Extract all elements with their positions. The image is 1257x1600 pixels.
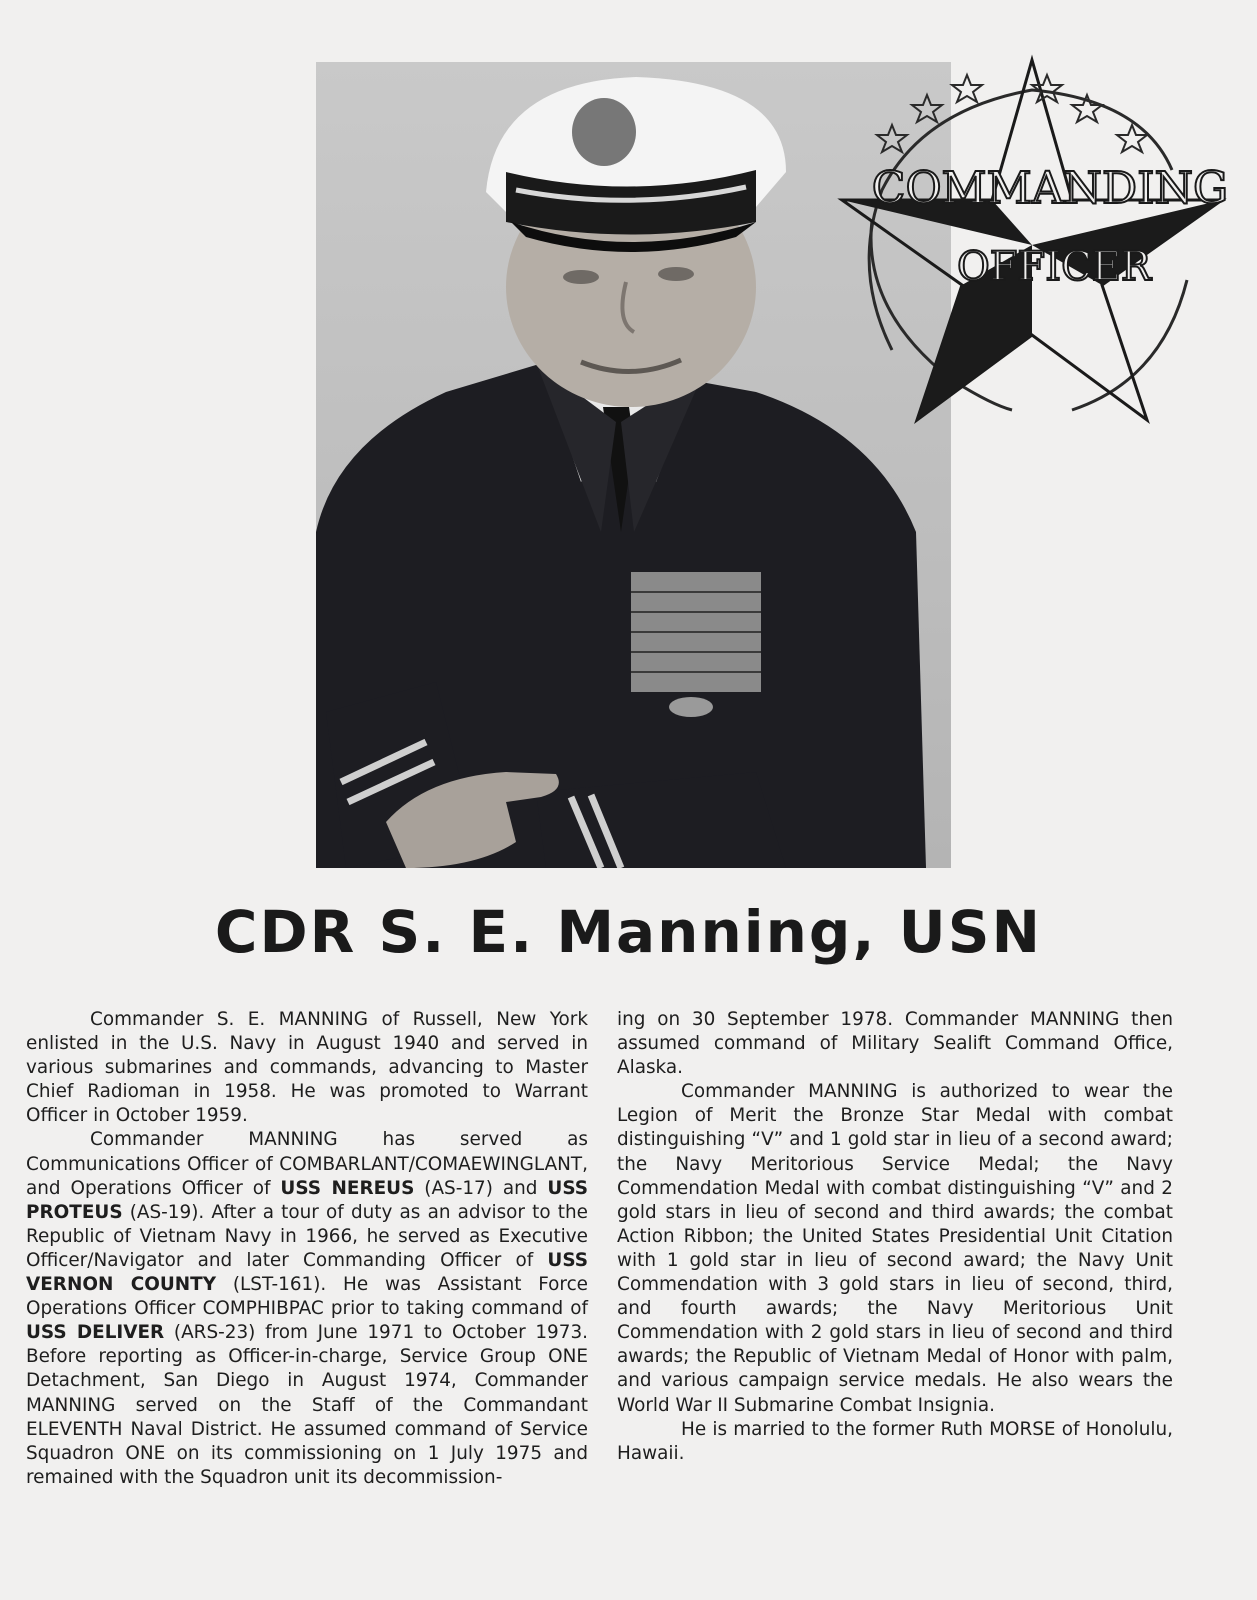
bio-text: (AS-19). After a tour of duty as an advisor to the Republic of Vietnam Navy in 1966, he served as Executive Officer/Navigator and later Commanding Officer of bbox=[26, 1201, 588, 1271]
commanding-officer-emblem bbox=[832, 50, 1252, 440]
ship-name: USS PROTEUS bbox=[26, 1177, 589, 1223]
ship-name: USS DELIVER bbox=[26, 1322, 165, 1344]
bio-paragraph-3: Commander MANNING is authorized to wear the Legion of Merit the Bronze Star Medal with combat distinguishing “V” and 1 gold star in lieu of a second award; the Navy Meritorious Service Medal; the Navy Commendation Medal with combat distinguishing “V” and 2 gold stars in lieu of second and third awards; the combat Action Ribbon; the United States Presidential Unit Citation with 1 gold star in lieu of second award; the Navy Unit Commendation with 3 gold stars in lieu of second, third, and fourth awards; the Navy Meritorious Unit Commendation with 2 gold stars in lieu of second and third awards; the Republic of Vietnam Medal of Honor with palm, and various campaign service medals. He also wears the World War II Submarine Combat Insignia. bbox=[617, 1081, 1173, 1416]
ship-name: USS VERNON COUNTY bbox=[26, 1249, 588, 1296]
bio-text: Commander MANNING has served as Communications Officer of COMBARLANT/COMAEWINGLANT, and Operations Officer of bbox=[26, 1129, 588, 1199]
bio-text: (AS-17) and bbox=[414, 1177, 548, 1199]
bio-paragraph-1: Commander S. E. MANNING of Russell, New York enlisted in the U.S. Navy in August 1940 and served in various submarines and commands, advancing to Master Chief Radioman in 1958. He was promoted to Warrant Officer in October 1959. bbox=[26, 1009, 588, 1127]
bio-column-right bbox=[617, 1008, 1173, 1466]
bio-paragraph-2 bbox=[26, 1128, 588, 1489]
page-title: CDR S. E. Manning, USN bbox=[214, 898, 1043, 966]
bio-text: (LST-161). He was Assistant Force Operations Officer COMPHIBPAC prior to taking command of bbox=[26, 1274, 589, 1320]
emblem-line1: COMMANDING bbox=[871, 163, 1229, 214]
emblem-line2: OFFICER bbox=[956, 244, 1152, 290]
star-emblem-graphic bbox=[832, 50, 1252, 440]
ship-name: USS NEREUS bbox=[280, 1177, 415, 1199]
bio-paragraph-2-continued: ing on 30 September 1978. Commander MANNING then assumed command of Military Sealift Command Office, Alaska. bbox=[617, 1009, 1173, 1079]
bio-column-left bbox=[26, 1008, 588, 1490]
bio-paragraph-4: He is married to the former Ruth MORSE of Honolulu, Hawaii. bbox=[617, 1418, 1173, 1464]
bio-text: (ARS-23) from June 1971 to October 1973. Before reporting as Officer-in-charge, Service Group ONE Detachment, San Diego in August 1974, Commander MANNING served on the Staff of the Commandant ELEVENTH Naval District. He assumed command of Service Squadron ONE on its commissioning on 1 July 1975 and remained with the Squadron unit its decommission- bbox=[26, 1322, 588, 1488]
